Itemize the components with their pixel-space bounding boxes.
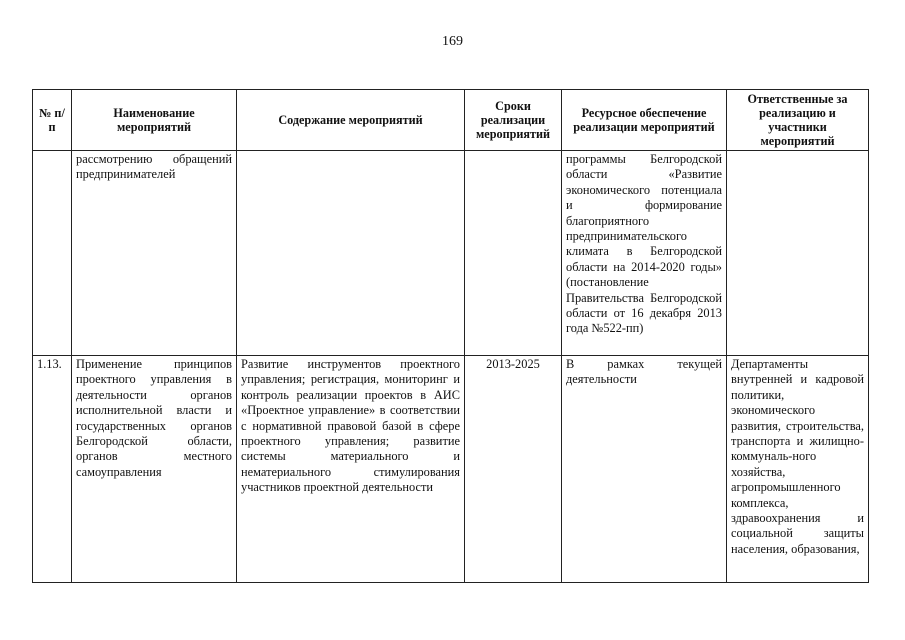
cell-num: 1.13. <box>33 356 72 583</box>
cell-resources: программы Белгородской области «Развитие экономического потенциала и формирование благоприятного предпринимательского климата в Белгородской области на 2014-2020 годы» (постановление Правительства Белгородской области от 16 декабря 2013 года №522-пп) <box>562 151 727 356</box>
table-header-row <box>33 90 869 151</box>
cell-terms: 2013-2025 <box>465 356 562 583</box>
cell-content: Развитие инструментов проектного управления; регистрация, мониторинг и контроль реализации проектов в АИС «Проектное управление» в соответствии с нормативной правовой базой в сфере проектного управления; развитие системы материального и нематериального стимулирования участников проектной деятельности <box>237 356 465 583</box>
header-responsible: Ответственные за реализацию и участники мероприятий <box>727 90 869 151</box>
cell-name: Применение принципов проектного управления в деятельности органов исполнительной власти и государственных органов Белгородской области, органов местного самоуправления <box>72 356 237 583</box>
header-terms: Сроки реализации мероприятий <box>465 90 562 151</box>
table-row <box>33 151 869 356</box>
page-number: 169 <box>442 34 463 49</box>
header-resources: Ресурсное обеспечение реализации мероприятий <box>562 90 727 151</box>
cell-num <box>33 151 72 356</box>
cell-responsible: Департаменты внутренней и кадровой политики, экономического развития, строительства, транспорта и жилищно-коммуналь-ного хозяйства, агропромышленного комплекса, здравоохранения и социальной защиты населения, образования, <box>727 356 869 583</box>
measures-table <box>32 89 869 583</box>
header-name: Наименование мероприятий <box>72 90 237 151</box>
cell-resources: В рамках текущей деятельности <box>562 356 727 583</box>
cell-responsible <box>727 151 869 356</box>
table-row <box>33 356 869 583</box>
header-num: № п/п <box>33 90 72 151</box>
cell-name: рассмотрению обращений предпринимателей <box>72 151 237 356</box>
header-content: Содержание мероприятий <box>237 90 465 151</box>
cell-content <box>237 151 465 356</box>
cell-terms <box>465 151 562 356</box>
